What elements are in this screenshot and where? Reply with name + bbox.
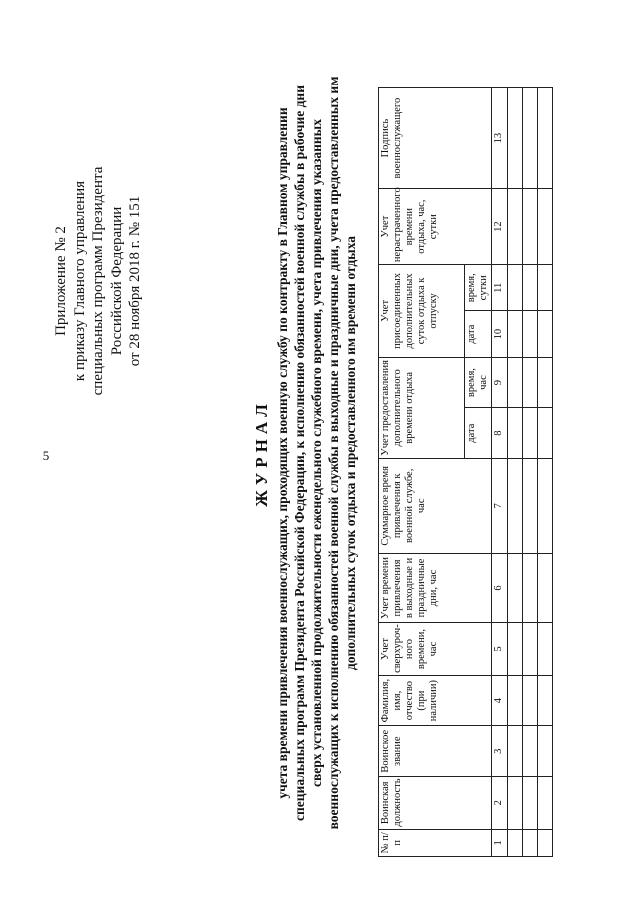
title-heading: ЖУРНАЛ xyxy=(252,398,271,507)
table-cell xyxy=(508,725,523,776)
page-number: 5 xyxy=(42,448,50,463)
table-cell xyxy=(538,675,553,726)
table-row xyxy=(508,87,523,856)
subheader-cell: дата xyxy=(465,407,492,458)
table-cell xyxy=(523,407,538,458)
appendix-line: специальных программ Президента xyxy=(90,166,106,395)
table-cell xyxy=(538,622,553,675)
header-cell: Учет присоединенных дополнительных суток отдыха к отпуску xyxy=(379,264,465,357)
column-number: 12 xyxy=(492,188,508,264)
appendix-line: Российской Федерации xyxy=(108,206,125,355)
table-header-row xyxy=(379,87,465,856)
column-number: 5 xyxy=(492,622,508,675)
table-cell xyxy=(523,725,538,776)
subheader-cell: время, час xyxy=(465,357,492,408)
table-cell xyxy=(538,264,553,310)
header-cell: Суммарное время привлечения к военной службе, час xyxy=(379,458,492,553)
table-cell xyxy=(523,622,538,675)
document-title xyxy=(252,13,359,893)
table-cell xyxy=(538,87,553,188)
table-cell xyxy=(508,357,523,408)
table-row xyxy=(538,87,553,856)
column-number: 1 xyxy=(492,829,508,856)
table-cell xyxy=(508,310,523,356)
table-cell xyxy=(523,357,538,408)
header-cell: Воинская должность xyxy=(379,776,492,829)
header-cell: Воинское звание xyxy=(379,725,492,776)
header-cell: Подпись военнослужащего xyxy=(379,87,492,188)
table-cell xyxy=(523,264,538,310)
table-cell xyxy=(538,776,553,829)
table-cell xyxy=(523,87,538,188)
table-cell xyxy=(538,407,553,458)
table-cell xyxy=(523,188,538,264)
table-cell xyxy=(523,829,538,856)
rotated-page-content xyxy=(40,13,600,893)
subheader-cell: время, сутки xyxy=(465,264,492,310)
table-cell xyxy=(508,622,523,675)
table-cell xyxy=(508,829,523,856)
column-number-row xyxy=(492,87,508,856)
table-cell xyxy=(538,188,553,264)
table-cell xyxy=(523,458,538,553)
header-cell: Фамилия, имя, отчество (при наличии) xyxy=(379,675,492,726)
table-cell xyxy=(523,776,538,829)
table-cell xyxy=(508,776,523,829)
table-cell xyxy=(538,553,553,623)
column-number: 4 xyxy=(492,675,508,726)
table-cell xyxy=(538,725,553,776)
table-cell xyxy=(523,553,538,623)
header-cell: Учет времени привлечения в выходные и праздничные дни, час xyxy=(379,553,492,623)
appendix-block xyxy=(52,131,145,431)
table-cell xyxy=(523,675,538,726)
appendix-line: к приказу Главного управления xyxy=(71,180,88,381)
column-number: 11 xyxy=(492,264,508,310)
table-cell xyxy=(538,829,553,856)
table-row xyxy=(523,87,538,856)
appendix-line: от 28 ноября 2018 г. № 151 xyxy=(127,195,143,366)
header-cell: Учет сверхуроч-ного времени, час xyxy=(379,622,492,675)
table-cell xyxy=(508,188,523,264)
column-number: 3 xyxy=(492,725,508,776)
table-cell xyxy=(508,675,523,726)
subheader-cell: дата xyxy=(465,310,492,356)
table-cell xyxy=(508,458,523,553)
table-cell xyxy=(508,87,523,188)
column-number: 9 xyxy=(492,357,508,408)
table-cell xyxy=(508,553,523,623)
column-number: 8 xyxy=(492,407,508,458)
column-number: 7 xyxy=(492,458,508,553)
table-cell xyxy=(538,310,553,356)
title-subtitle: учета времени привлечения военнослужащих, проходящих военную службу по контракту в Главном управлении специальных программ Президента Российской Федерации, к исполнению обязанностей военной службы в рабочие дни сверх установленной продолжительности еженедельного служебного времени, учета привлечения указанных военнослужащих к исполнению обязанностей военной службы в выходные и праздничные дни, учета предоставленных им дополнительных суток отдыха и предоставленного им времени отдыха xyxy=(275,76,358,829)
table-cell xyxy=(508,264,523,310)
column-number: 10 xyxy=(492,310,508,356)
column-number: 6 xyxy=(492,553,508,623)
appendix-line: Приложение № 2 xyxy=(53,225,69,336)
table-cell xyxy=(508,407,523,458)
column-number: 13 xyxy=(492,87,508,188)
table-cell xyxy=(538,458,553,553)
journal-table xyxy=(378,87,553,857)
header-cell: Учет предоставления дополнительного времени отдыха xyxy=(379,357,465,458)
header-cell: № п/п xyxy=(379,829,492,856)
header-cell: Учет нерастраченного времени отдыха, час, сутки xyxy=(379,188,492,264)
table-cell xyxy=(538,357,553,408)
column-number: 2 xyxy=(492,776,508,829)
table-cell xyxy=(523,310,538,356)
